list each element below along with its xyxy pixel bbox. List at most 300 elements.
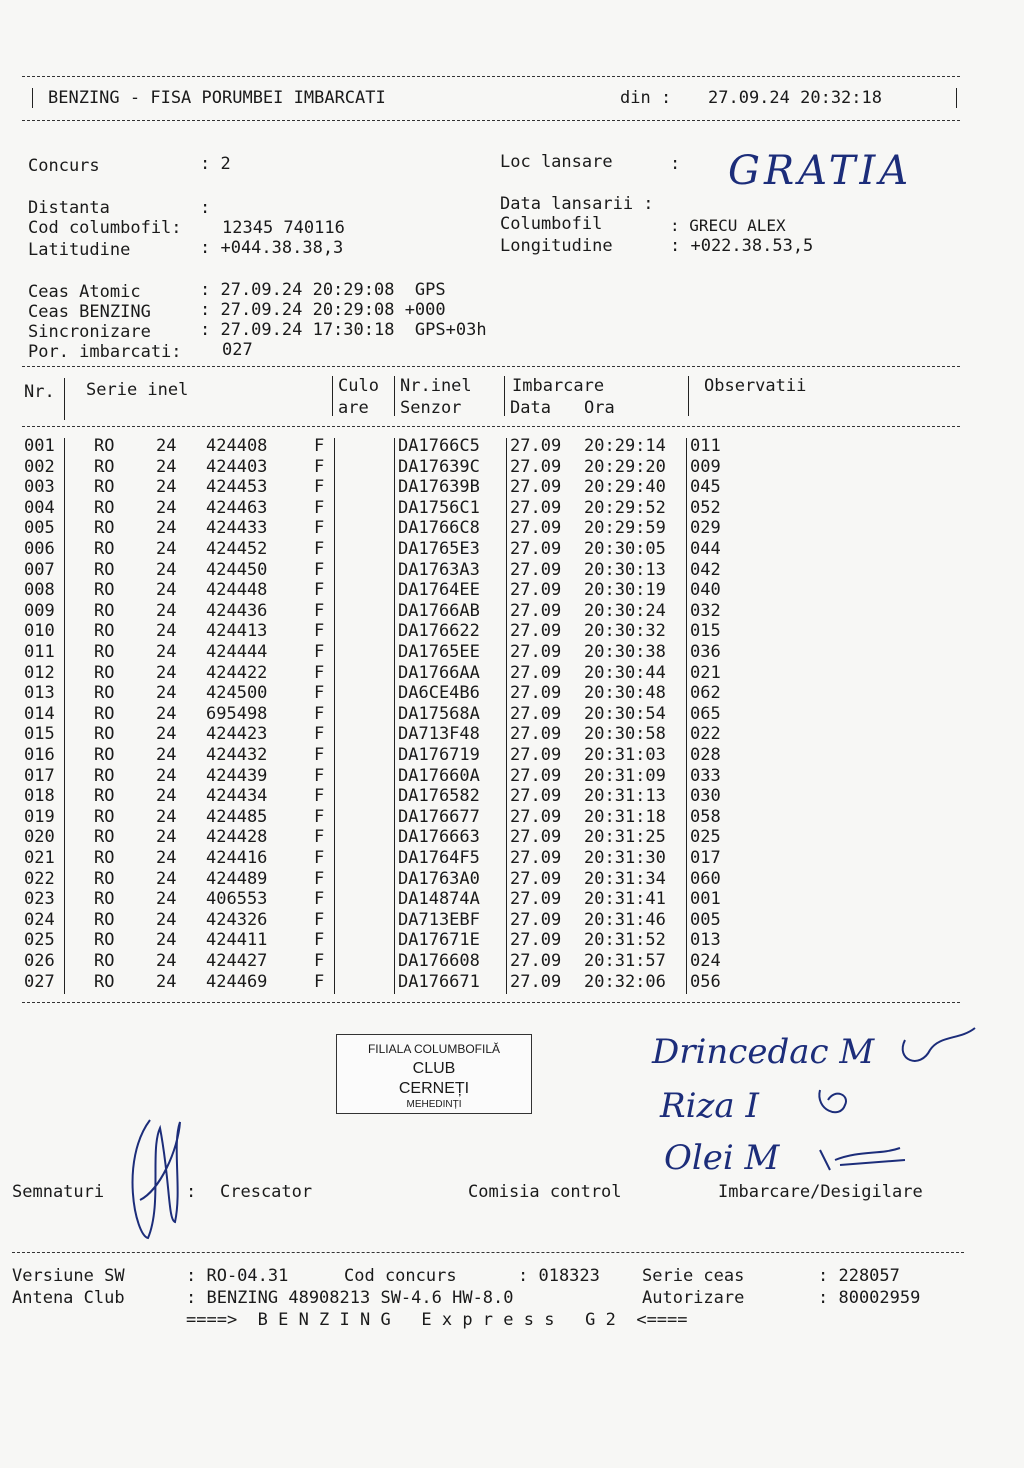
cell-sensor: DA176582 xyxy=(398,786,480,807)
cell-obs: 009 xyxy=(690,456,721,477)
cell-sex: F xyxy=(314,827,325,848)
cell-year: 24 xyxy=(156,477,177,498)
versiune-sw-value: : RO-04.31 xyxy=(186,1266,289,1286)
cell-obs: 060 xyxy=(690,868,721,889)
cod-concurs-label: Cod concurs xyxy=(344,1266,457,1286)
cell-country: RO xyxy=(94,600,115,621)
cell-time: 20:30:58 xyxy=(584,724,666,745)
cell-sex: F xyxy=(314,662,325,683)
cell-sex: F xyxy=(314,477,325,498)
cell-nr: 018 xyxy=(24,786,55,807)
cell-sex: F xyxy=(314,951,325,971)
cell-country: RO xyxy=(94,621,115,642)
cell-obs: 005 xyxy=(690,909,721,930)
cell-sensor: DA1763A3 xyxy=(398,559,480,580)
col-header-ora: Ora xyxy=(584,398,615,418)
cell-ring: 424453 xyxy=(206,477,268,498)
cell-sensor: DA14874A xyxy=(398,889,480,910)
cell-time: 20:30:48 xyxy=(584,683,666,704)
col-header-serie: Serie inel xyxy=(86,380,189,400)
col-header-culo: Culo xyxy=(338,376,379,396)
cell-sensor: DA176663 xyxy=(398,827,480,848)
cell-sensor: DA176671 xyxy=(398,971,480,992)
cell-date: 27.09 xyxy=(510,539,562,559)
cell-time: 20:31:46 xyxy=(584,909,666,930)
cell-obs: 001 xyxy=(690,889,721,910)
serie-ceas-value: : 228057 xyxy=(818,1266,900,1286)
cell-ring: 424423 xyxy=(206,724,268,745)
cell-year: 24 xyxy=(156,580,177,601)
date-label: din : xyxy=(620,88,672,108)
cell-time: 20:31:52 xyxy=(584,930,666,951)
cell-country: RO xyxy=(94,580,115,601)
cell-sex: F xyxy=(314,909,325,930)
crescator-label: Crescator xyxy=(220,1182,313,1202)
cell-year: 24 xyxy=(156,456,177,477)
loc-lansare-handwritten: GRATIA xyxy=(728,148,913,194)
cell-country: RO xyxy=(94,848,115,868)
cell-date: 27.09 xyxy=(510,745,562,765)
cell-ring: 424463 xyxy=(206,497,268,518)
cell-sensor: DA1763A0 xyxy=(398,868,480,889)
antena-club-value: : BENZING 48908213 SW-4.6 HW-8.0 xyxy=(186,1288,514,1308)
cell-ring: 424439 xyxy=(206,765,268,786)
cod-concurs-value: : 018323 xyxy=(518,1266,600,1286)
cell-nr: 005 xyxy=(24,518,55,539)
cell-nr: 012 xyxy=(24,662,55,683)
latitudine-value: : +044.38.38,3 xyxy=(200,238,344,258)
cell-sensor: DA713EBF xyxy=(398,909,480,930)
columbofil-value: : GRECU ALEX xyxy=(670,216,786,235)
data-lansarii-label: Data lansarii : xyxy=(500,194,654,214)
cell-country: RO xyxy=(94,477,115,498)
ceas-atomic-label: Ceas Atomic xyxy=(28,282,141,302)
cell-year: 24 xyxy=(156,436,177,456)
cell-sensor: DA176608 xyxy=(398,951,480,971)
distanta-value: : xyxy=(200,198,211,218)
cell-sensor: DA176622 xyxy=(398,621,480,642)
cell-obs: 058 xyxy=(690,806,721,827)
cell-sex: F xyxy=(314,559,325,580)
cell-ring: 424408 xyxy=(206,436,268,456)
cell-year: 24 xyxy=(156,539,177,559)
cell-sensor: DA1756C1 xyxy=(398,497,480,518)
cell-ring: 424448 xyxy=(206,580,268,601)
cell-nr: 008 xyxy=(24,580,55,601)
cell-year: 24 xyxy=(156,518,177,539)
cell-year: 24 xyxy=(156,497,177,518)
cell-sensor: DA17671E xyxy=(398,930,480,951)
cell-time: 20:31:03 xyxy=(584,745,666,765)
cell-country: RO xyxy=(94,971,115,992)
cell-time: 20:30:05 xyxy=(584,539,666,559)
versiune-sw-label: Versiune SW xyxy=(12,1266,125,1286)
cell-country: RO xyxy=(94,806,115,827)
cell-sensor: DA17639B xyxy=(398,477,480,498)
cell-obs: 042 xyxy=(690,559,721,580)
footer-rule xyxy=(12,1252,964,1253)
cell-date: 27.09 xyxy=(510,497,562,518)
cell-sensor: DA17568A xyxy=(398,703,480,724)
cell-obs: 030 xyxy=(690,786,721,807)
cell-ring: 424432 xyxy=(206,745,268,765)
imbarcare-desigilare-label: Imbarcare/Desigilare xyxy=(718,1182,923,1202)
cell-date: 27.09 xyxy=(510,971,562,992)
cell-nr: 004 xyxy=(24,497,55,518)
col-header-observatii: Observatii xyxy=(704,376,807,396)
longitudine-label: Longitudine xyxy=(500,236,613,256)
cell-sensor: DA1765E3 xyxy=(398,539,480,559)
cell-time: 20:31:25 xyxy=(584,827,666,848)
cell-sensor: DA176677 xyxy=(398,806,480,827)
cell-obs: 015 xyxy=(690,621,721,642)
cell-year: 24 xyxy=(156,765,177,786)
cell-sex: F xyxy=(314,971,325,992)
cell-sensor: DA1766AB xyxy=(398,600,480,621)
semnaturi-colon: : xyxy=(186,1182,197,1202)
cell-time: 20:30:19 xyxy=(584,580,666,601)
cell-sex: F xyxy=(314,786,325,807)
stamp-line-1: FILIALA COLUMBOFILĂ xyxy=(367,1042,501,1056)
benzing-banner: ====> B E N Z I N G E x p r e s s G 2 <==== xyxy=(186,1310,688,1330)
cell-sensor: DA1764F5 xyxy=(398,848,480,868)
cell-time: 20:29:59 xyxy=(584,518,666,539)
cell-sex: F xyxy=(314,806,325,827)
concurs-value: : 2 xyxy=(200,154,231,174)
por-imbarcati-label: Por. imbarcati: xyxy=(28,342,182,362)
col-header-are: are xyxy=(338,398,369,418)
cell-obs: 056 xyxy=(690,971,721,992)
cell-country: RO xyxy=(94,930,115,951)
cell-nr: 026 xyxy=(24,951,55,971)
cell-ring: 424489 xyxy=(206,868,268,889)
cell-sensor: DA176719 xyxy=(398,745,480,765)
cell-country: RO xyxy=(94,786,115,807)
cell-date: 27.09 xyxy=(510,889,562,910)
cell-obs: 033 xyxy=(690,765,721,786)
cell-time: 20:29:20 xyxy=(584,456,666,477)
cell-obs: 024 xyxy=(690,951,721,971)
cell-obs: 032 xyxy=(690,600,721,621)
cell-nr: 002 xyxy=(24,456,55,477)
cell-ring: 424500 xyxy=(206,683,268,704)
cell-sex: F xyxy=(314,683,325,704)
cell-ring: 424444 xyxy=(206,642,268,662)
cell-sex: F xyxy=(314,642,325,662)
latitudine-label: Latitudine xyxy=(28,240,131,260)
cell-nr: 001 xyxy=(24,436,55,456)
cell-year: 24 xyxy=(156,703,177,724)
cell-nr: 024 xyxy=(24,909,55,930)
cell-obs: 045 xyxy=(690,477,721,498)
cell-nr: 021 xyxy=(24,848,55,868)
cell-time: 20:30:32 xyxy=(584,621,666,642)
cell-year: 24 xyxy=(156,806,177,827)
cell-sex: F xyxy=(314,724,325,745)
cell-ring: 424422 xyxy=(206,662,268,683)
handwritten-signature-2: Riza I xyxy=(660,1086,759,1126)
cell-time: 20:32:06 xyxy=(584,971,666,992)
cell-sex: F xyxy=(314,539,325,559)
cell-date: 27.09 xyxy=(510,786,562,807)
flourish-1 xyxy=(903,1028,975,1061)
cell-sensor: DA17639C xyxy=(398,456,480,477)
cell-date: 27.09 xyxy=(510,477,562,498)
loc-lansare-label: Loc lansare xyxy=(500,152,613,172)
cell-date: 27.09 xyxy=(510,765,562,786)
cell-nr: 025 xyxy=(24,930,55,951)
cell-sex: F xyxy=(314,518,325,539)
cell-nr: 020 xyxy=(24,827,55,848)
cell-country: RO xyxy=(94,518,115,539)
cod-columbofil-value: 12345 740116 xyxy=(222,218,345,238)
cell-ring: 695498 xyxy=(206,703,268,724)
cell-sex: F xyxy=(314,456,325,477)
cell-nr: 007 xyxy=(24,559,55,580)
cell-nr: 014 xyxy=(24,703,55,724)
ceas-atomic-value: : 27.09.24 20:29:08 GPS xyxy=(200,280,446,300)
cell-date: 27.09 xyxy=(510,600,562,621)
cell-ring: 424416 xyxy=(206,848,268,868)
cell-country: RO xyxy=(94,539,115,559)
cell-country: RO xyxy=(94,642,115,662)
cell-date: 27.09 xyxy=(510,703,562,724)
cell-year: 24 xyxy=(156,889,177,910)
cell-sensor: DA1766C8 xyxy=(398,518,480,539)
cell-year: 24 xyxy=(156,848,177,868)
col-header-nrinel: Nr.inel xyxy=(400,376,472,396)
cell-country: RO xyxy=(94,456,115,477)
cell-year: 24 xyxy=(156,600,177,621)
cell-year: 24 xyxy=(156,786,177,807)
cell-time: 20:31:09 xyxy=(584,765,666,786)
cell-year: 24 xyxy=(156,621,177,642)
cell-nr: 003 xyxy=(24,477,55,498)
cell-date: 27.09 xyxy=(510,930,562,951)
cell-obs: 065 xyxy=(690,703,721,724)
cell-obs: 062 xyxy=(690,683,721,704)
cell-nr: 016 xyxy=(24,745,55,765)
cell-nr: 009 xyxy=(24,600,55,621)
cell-date: 27.09 xyxy=(510,827,562,848)
cell-year: 24 xyxy=(156,827,177,848)
cell-year: 24 xyxy=(156,683,177,704)
cell-obs: 036 xyxy=(690,642,721,662)
cell-sex: F xyxy=(314,600,325,621)
cell-obs: 040 xyxy=(690,580,721,601)
cell-date: 27.09 xyxy=(510,642,562,662)
cell-sex: F xyxy=(314,580,325,601)
cell-date: 27.09 xyxy=(510,559,562,580)
cell-year: 24 xyxy=(156,559,177,580)
cell-time: 20:29:40 xyxy=(584,477,666,498)
cell-sex: F xyxy=(314,765,325,786)
cell-sex: F xyxy=(314,889,325,910)
cell-country: RO xyxy=(94,909,115,930)
cell-sex: F xyxy=(314,497,325,518)
cell-country: RO xyxy=(94,889,115,910)
cell-time: 20:30:54 xyxy=(584,703,666,724)
por-imbarcati-value: 027 xyxy=(222,340,253,360)
cell-sex: F xyxy=(314,745,325,765)
cell-date: 27.09 xyxy=(510,436,562,456)
cell-time: 20:31:41 xyxy=(584,889,666,910)
handwritten-signature-3: Olei M xyxy=(664,1138,780,1178)
cell-ring: 424434 xyxy=(206,786,268,807)
cell-date: 27.09 xyxy=(510,806,562,827)
cell-date: 27.09 xyxy=(510,909,562,930)
cell-time: 20:31:34 xyxy=(584,868,666,889)
cell-sex: F xyxy=(314,868,325,889)
cell-date: 27.09 xyxy=(510,621,562,642)
cell-obs: 029 xyxy=(690,518,721,539)
cell-sensor: DA713F48 xyxy=(398,724,480,745)
cell-ring: 424428 xyxy=(206,827,268,848)
cell-year: 24 xyxy=(156,951,177,971)
cell-ring: 424411 xyxy=(206,930,268,951)
cell-nr: 011 xyxy=(24,642,55,662)
cell-sensor: DA6CE4B6 xyxy=(398,683,480,704)
cell-ring: 424413 xyxy=(206,621,268,642)
cell-nr: 010 xyxy=(24,621,55,642)
cell-obs: 017 xyxy=(690,848,721,868)
semnaturi-label: Semnaturi xyxy=(12,1182,105,1202)
col-header-nr: Nr. xyxy=(24,382,55,402)
ceas-benzing-label: Ceas BENZING xyxy=(28,302,151,322)
columbofil-label: Columbofil xyxy=(500,214,603,234)
flourish-2 xyxy=(819,1090,846,1112)
cell-time: 20:29:52 xyxy=(584,497,666,518)
cell-time: 20:30:13 xyxy=(584,559,666,580)
cell-time: 20:31:57 xyxy=(584,951,666,971)
stamp-line-2: CLUB xyxy=(412,1060,456,1077)
cell-nr: 027 xyxy=(24,971,55,992)
loc-lansare-colon: : xyxy=(670,154,681,174)
cell-year: 24 xyxy=(156,971,177,992)
cell-country: RO xyxy=(94,724,115,745)
cell-time: 20:31:30 xyxy=(584,848,666,868)
cell-ring: 424433 xyxy=(206,518,268,539)
cell-obs: 011 xyxy=(690,436,721,456)
cell-nr: 023 xyxy=(24,889,55,910)
crescator-signature xyxy=(133,1120,180,1238)
cell-time: 20:31:18 xyxy=(584,806,666,827)
cell-date: 27.09 xyxy=(510,848,562,868)
cell-year: 24 xyxy=(156,745,177,765)
cell-sex: F xyxy=(314,703,325,724)
cell-country: RO xyxy=(94,827,115,848)
cell-nr: 006 xyxy=(24,539,55,559)
cell-obs: 025 xyxy=(690,827,721,848)
cell-sensor: DA1766C5 xyxy=(398,436,480,456)
cell-country: RO xyxy=(94,745,115,765)
longitudine-value: : +022.38.53,5 xyxy=(670,236,814,256)
cell-sensor: DA1765EE xyxy=(398,642,480,662)
cell-sensor: DA1766AA xyxy=(398,662,480,683)
stamp-line-4: MEHEDINȚI xyxy=(406,1099,462,1110)
cell-ring: 424436 xyxy=(206,600,268,621)
cell-year: 24 xyxy=(156,642,177,662)
cell-date: 27.09 xyxy=(510,724,562,745)
cell-time: 20:29:14 xyxy=(584,436,666,456)
antena-club-label: Antena Club xyxy=(12,1288,125,1308)
cell-nr: 015 xyxy=(24,724,55,745)
cell-obs: 022 xyxy=(690,724,721,745)
cell-nr: 017 xyxy=(24,765,55,786)
cell-country: RO xyxy=(94,662,115,683)
cell-sex: F xyxy=(314,436,325,456)
cell-ring: 406553 xyxy=(206,889,268,910)
cell-time: 20:30:38 xyxy=(584,642,666,662)
cell-obs: 021 xyxy=(690,662,721,683)
cell-sensor: DA1764EE xyxy=(398,580,480,601)
cell-date: 27.09 xyxy=(510,580,562,601)
cell-ring: 424427 xyxy=(206,951,268,971)
cell-date: 27.09 xyxy=(510,683,562,704)
comisia-control-label: Comisia control xyxy=(468,1182,622,1202)
cell-date: 27.09 xyxy=(510,456,562,477)
cell-ring: 424469 xyxy=(206,971,268,992)
cell-time: 20:30:44 xyxy=(584,662,666,683)
sincronizare-value: : 27.09.24 17:30:18 GPS+03h xyxy=(200,320,487,340)
cell-country: RO xyxy=(94,868,115,889)
cell-nr: 019 xyxy=(24,806,55,827)
cell-date: 27.09 xyxy=(510,662,562,683)
cell-country: RO xyxy=(94,951,115,971)
cell-date: 27.09 xyxy=(510,951,562,971)
cell-sex: F xyxy=(314,621,325,642)
col-header-imbarcare: Imbarcare xyxy=(512,376,605,396)
document-title: BENZING - FISA PORUMBEI IMBARCATI xyxy=(48,88,386,108)
cell-ring: 424452 xyxy=(206,539,268,559)
cell-ring: 424326 xyxy=(206,909,268,930)
serie-ceas-label: Serie ceas xyxy=(642,1266,745,1286)
cell-obs: 028 xyxy=(690,745,721,765)
cell-nr: 022 xyxy=(24,868,55,889)
cell-obs: 052 xyxy=(690,497,721,518)
col-header-data: Data xyxy=(510,398,551,418)
cell-country: RO xyxy=(94,497,115,518)
distanta-label: Distanta xyxy=(28,198,110,218)
autorizare-value: : 80002959 xyxy=(818,1288,921,1308)
col-header-senzor: Senzor xyxy=(400,398,462,418)
cod-columbofil-label: Cod columbofil: xyxy=(28,218,182,238)
cell-ring: 424450 xyxy=(206,559,268,580)
cell-country: RO xyxy=(94,703,115,724)
flourish-3 xyxy=(820,1148,905,1170)
handwritten-signature-1: Drincedac M xyxy=(652,1032,875,1072)
cell-country: RO xyxy=(94,683,115,704)
cell-ring: 424485 xyxy=(206,806,268,827)
stamp-line-3: CERNEȚI xyxy=(398,1080,470,1097)
sincronizare-label: Sincronizare xyxy=(28,322,151,342)
cell-year: 24 xyxy=(156,868,177,889)
cell-obs: 013 xyxy=(690,930,721,951)
cell-date: 27.09 xyxy=(510,868,562,889)
cell-nr: 013 xyxy=(24,683,55,704)
cell-year: 24 xyxy=(156,930,177,951)
cell-time: 20:31:13 xyxy=(584,786,666,807)
cell-year: 24 xyxy=(156,909,177,930)
cell-sex: F xyxy=(314,930,325,951)
cell-country: RO xyxy=(94,559,115,580)
cell-time: 20:30:24 xyxy=(584,600,666,621)
cell-ring: 424403 xyxy=(206,456,268,477)
concurs-label: Concurs xyxy=(28,156,100,176)
cell-year: 24 xyxy=(156,662,177,683)
cell-year: 24 xyxy=(156,724,177,745)
cell-country: RO xyxy=(94,765,115,786)
